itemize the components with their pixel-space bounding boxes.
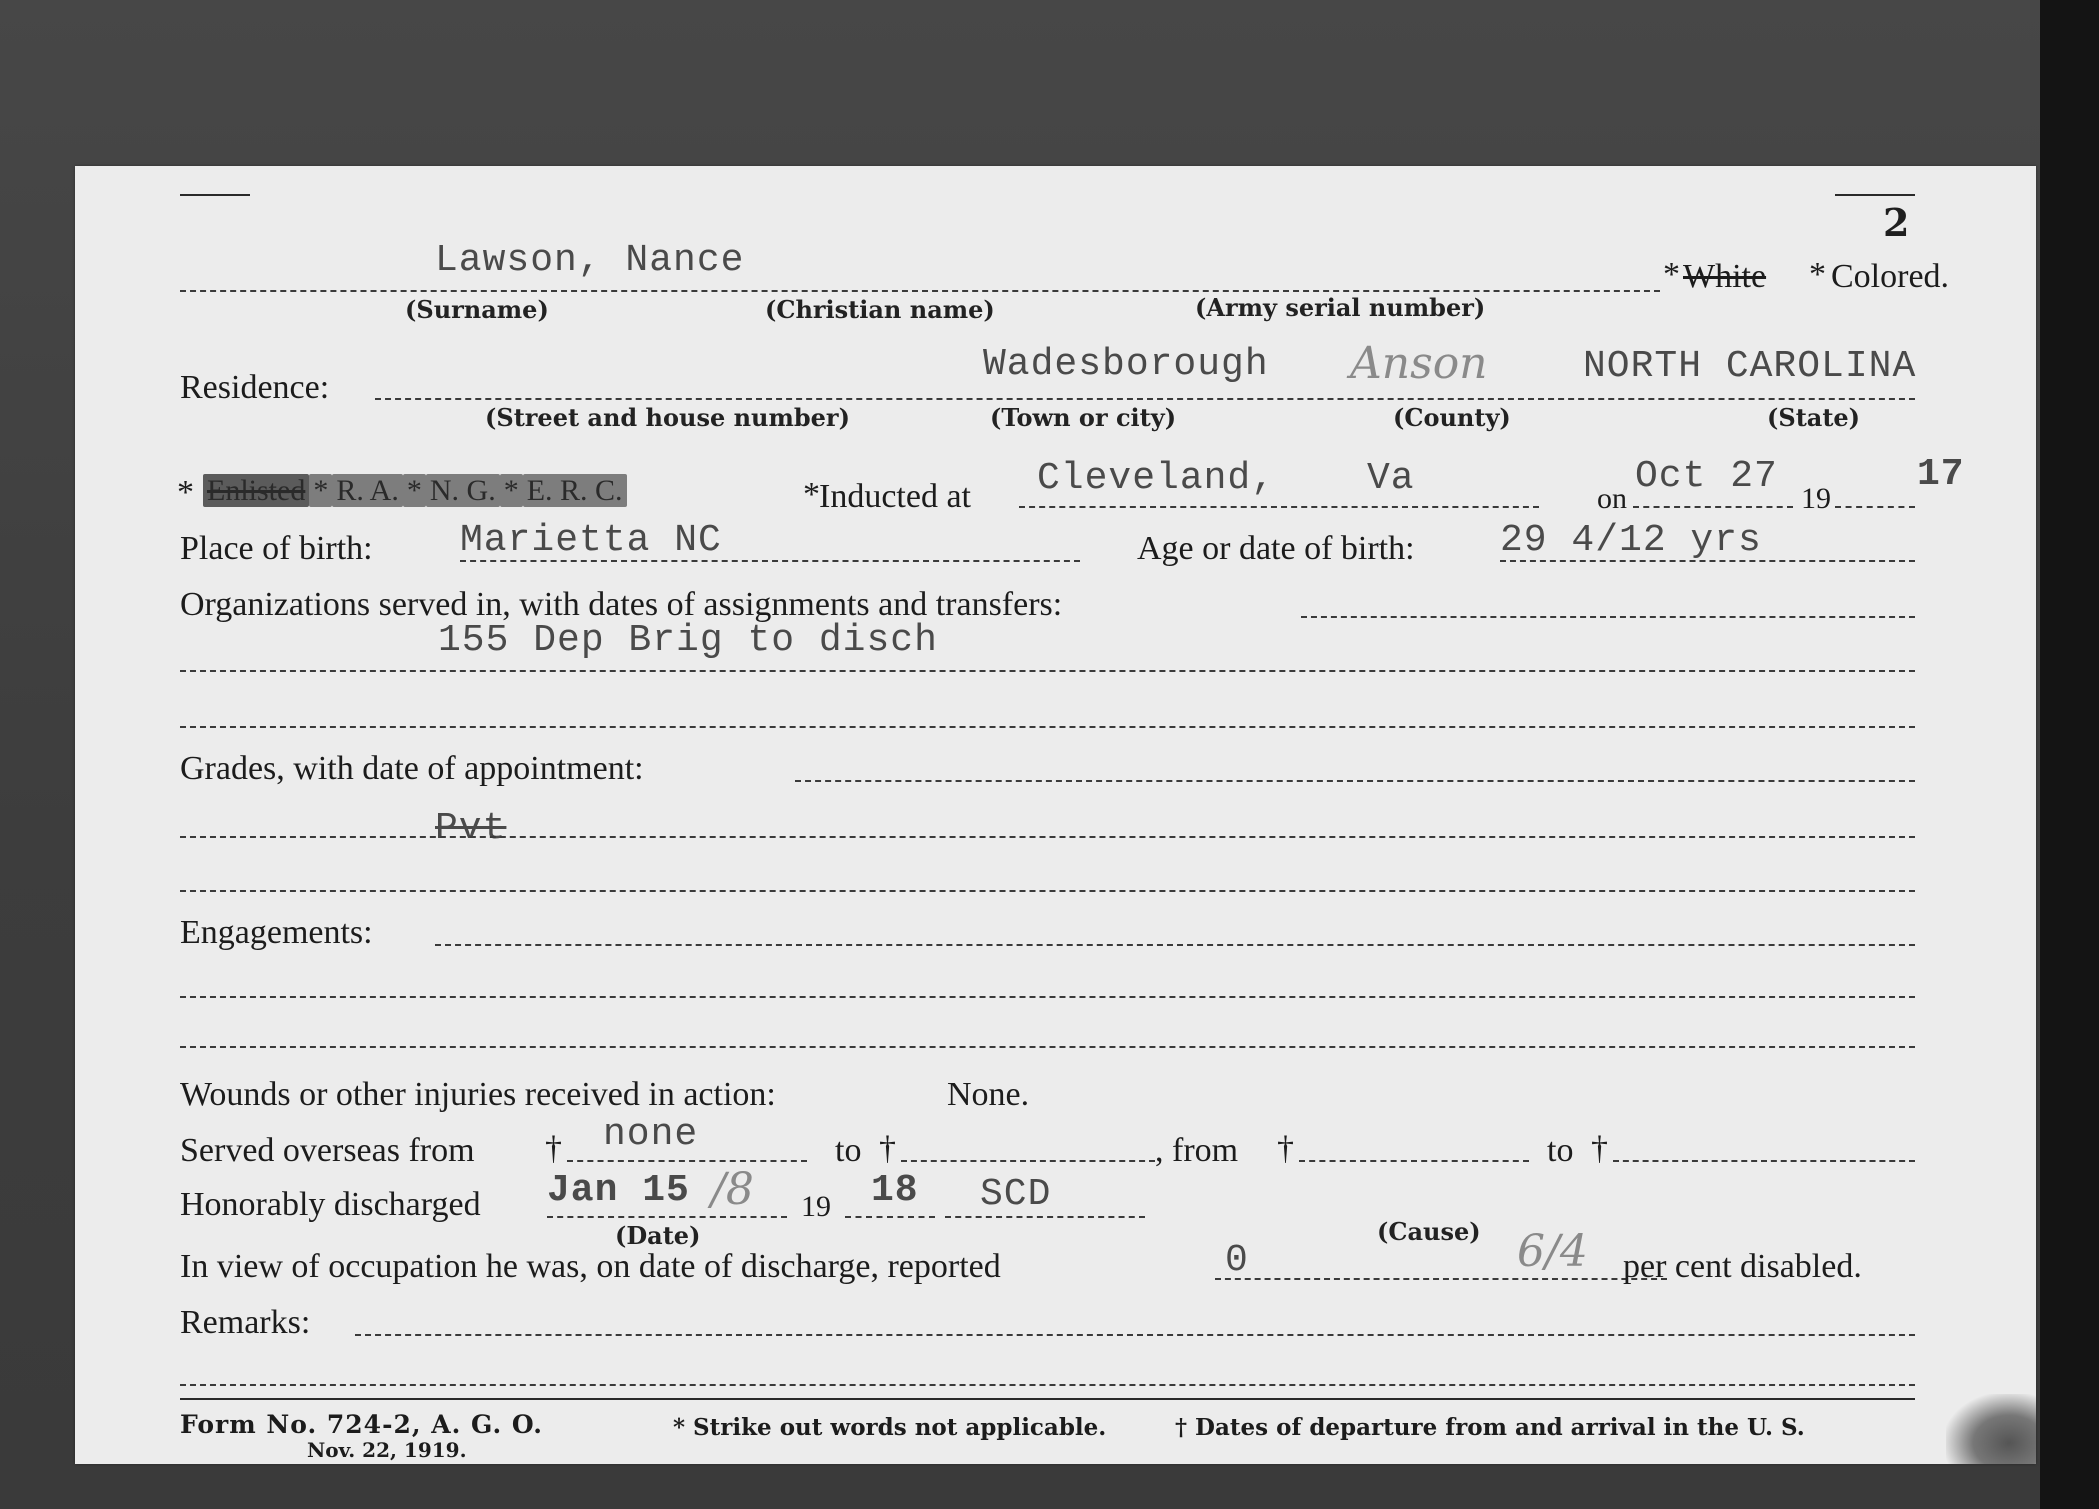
- caption-date: (Date): [615, 1221, 701, 1250]
- race-white: White: [1683, 258, 1767, 295]
- caption-state: (State): [1767, 403, 1861, 432]
- organizations-line-2: [180, 670, 1915, 672]
- engagements-line-2: [180, 996, 1915, 998]
- organizations-line-1: [1301, 616, 1915, 618]
- race-asterisk-2: *: [1809, 256, 1826, 293]
- grades-label: Grades, with date of appointment:: [180, 750, 644, 787]
- occupation-label: In view of occupation he was, on date of discharge, reported: [180, 1248, 1001, 1285]
- caption-county: (County): [1393, 403, 1511, 432]
- disabled-suffix: per cent disabled.: [1623, 1248, 1862, 1285]
- engagements-label: Engagements:: [180, 914, 373, 951]
- card-stain: [1946, 1394, 2036, 1464]
- overseas-from-line: [567, 1160, 807, 1162]
- age-label: Age or date of birth:: [1137, 530, 1415, 567]
- grades-line-2: [180, 836, 1915, 838]
- inducted-place: Cleveland,: [1037, 457, 1276, 500]
- race-colored: Colored.: [1831, 258, 1950, 295]
- wounds-label: Wounds or other injuries received in action:: [180, 1076, 776, 1113]
- surname-value: Lawson, Nance: [435, 239, 745, 282]
- discharged-date-line: [547, 1216, 787, 1218]
- residence-county-handwritten: Anson: [1350, 338, 1488, 389]
- discharged-label: Honorably discharged: [180, 1186, 481, 1223]
- discharged-cause: SCD: [980, 1173, 1052, 1216]
- inducted-date-line: [1633, 506, 1793, 508]
- branch-erc: E. R. C.: [523, 474, 627, 507]
- inducted-place-line: [1019, 506, 1539, 508]
- overseas-dagger-3: †: [1277, 1130, 1294, 1167]
- form-number: Form No. 724-2, A. G. O.: [180, 1410, 543, 1439]
- enlisted-asterisk: *: [309, 474, 332, 507]
- scan-edge: [2040, 0, 2099, 1509]
- remarks-label: Remarks:: [180, 1304, 311, 1341]
- induct-asterisk: *: [177, 474, 194, 511]
- induct-asterisk-2: *: [803, 476, 820, 513]
- discharged-date-handwritten: /8: [711, 1164, 754, 1215]
- inducted-date: Oct 27: [1635, 455, 1778, 498]
- overseas-to-line-2: [1613, 1160, 1915, 1162]
- remarks-line-2: [180, 1384, 1915, 1386]
- overseas-dagger-1: †: [545, 1130, 562, 1167]
- branch-ng: N. G.: [426, 474, 500, 507]
- birth-place-value: Marietta NC: [460, 519, 722, 562]
- overseas-value: none: [603, 1113, 699, 1156]
- remarks-line-1: [355, 1334, 1915, 1336]
- race-asterisk-1: *: [1663, 256, 1680, 293]
- grades-line-1: [795, 780, 1915, 782]
- caption-town: (Town or city): [990, 403, 1177, 432]
- name-line: [180, 290, 1660, 292]
- branch-asterisk-3: *: [500, 474, 523, 507]
- branch-asterisk-2: *: [403, 474, 426, 507]
- engagements-line-1: [435, 944, 1915, 946]
- disabled-value: 0: [1225, 1239, 1249, 1282]
- age-value: 29 4/12 yrs: [1500, 519, 1762, 562]
- residence-label: Residence:: [180, 369, 330, 406]
- top-right-rule: [1835, 194, 1915, 196]
- discharged-century: 19: [801, 1190, 831, 1223]
- overseas-label: Served overseas from: [180, 1132, 475, 1169]
- discharged-cause-line: [945, 1216, 1145, 1218]
- caption-cause: (Cause): [1377, 1217, 1481, 1246]
- residence-state: NORTH CAROLINA: [1583, 345, 1917, 388]
- birth-place-line: [460, 560, 1080, 562]
- caption-army-serial-number: (Army serial number): [1195, 293, 1486, 322]
- enlisted-struck: Enlisted: [203, 474, 309, 507]
- birth-place-label: Place of birth:: [180, 530, 373, 567]
- overseas-to-label-2: to: [1547, 1132, 1574, 1169]
- footer-rule: [180, 1398, 1915, 1400]
- inducted-state: Va: [1367, 457, 1415, 500]
- card-number: 2: [1883, 200, 1910, 245]
- branch-ra: R. A.: [332, 474, 403, 507]
- caption-christian-name: (Christian name): [765, 295, 995, 324]
- overseas-dagger-4: †: [1591, 1130, 1608, 1167]
- discharged-year: 18: [871, 1169, 919, 1212]
- service-record-card: [75, 166, 2036, 1464]
- enlistment-types: [203, 476, 627, 506]
- inducted-century: 19: [1801, 482, 1831, 515]
- top-left-rule: [180, 194, 250, 196]
- discharged-date: Jan 15: [547, 1169, 690, 1212]
- caption-street: (Street and house number): [485, 403, 850, 432]
- on-label: on: [1597, 482, 1627, 515]
- disabled-handwritten: 6/4: [1517, 1226, 1588, 1277]
- caption-surname: (Surname): [405, 295, 549, 324]
- footnote-dates: † Dates of departure from and arrival in the U. S.: [1175, 1414, 1805, 1441]
- residence-line: [375, 398, 1915, 400]
- residence-town: Wadesborough: [983, 343, 1269, 386]
- age-line: [1500, 560, 1915, 562]
- inducted-label: Inducted at: [819, 478, 971, 515]
- wounds-value: None.: [947, 1076, 1030, 1113]
- organizations-label: Organizations served in, with dates of assignments and transfers:: [180, 586, 1063, 623]
- overseas-from-label: , from: [1155, 1132, 1239, 1169]
- overseas-to-line-1: [901, 1160, 1155, 1162]
- grades-value: Pvt: [435, 807, 507, 850]
- organizations-value: 155 Dep Brig to disch: [438, 619, 938, 662]
- inducted-year-line: [1835, 506, 1915, 508]
- grades-line-3: [180, 890, 1915, 892]
- overseas-dagger-2: †: [879, 1130, 896, 1167]
- engagements-line-3: [180, 1046, 1915, 1048]
- overseas-from-line-2: [1299, 1160, 1529, 1162]
- disabled-line: [1215, 1278, 1667, 1280]
- overseas-to-label-1: to: [835, 1132, 862, 1169]
- inducted-year: 17: [1917, 453, 1965, 496]
- footnote-strike: * Strike out words not applicable.: [673, 1414, 1107, 1441]
- organizations-line-3: [180, 726, 1915, 728]
- discharged-year-line: [845, 1216, 935, 1218]
- form-date: Nov. 22, 1919.: [307, 1438, 467, 1462]
